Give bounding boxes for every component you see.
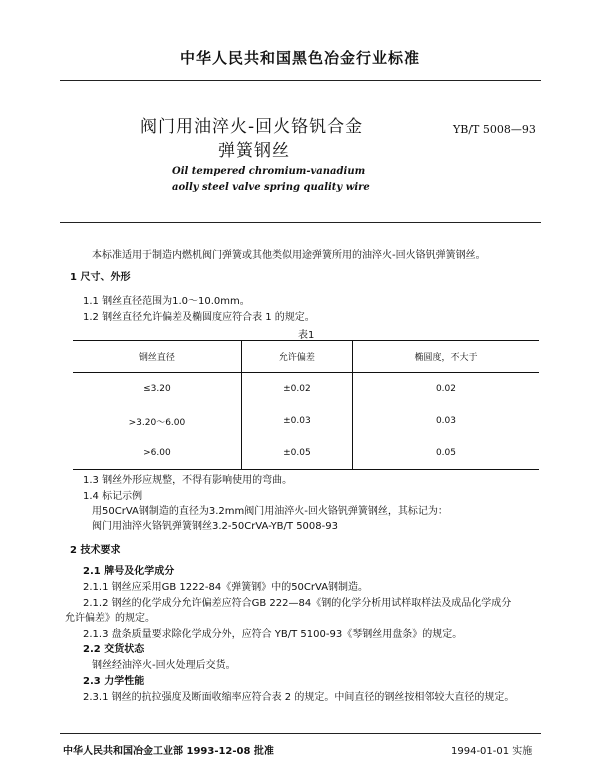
table-header-cell: 椭圆度，不大于 xyxy=(352,341,539,373)
table-cell: 0.02 xyxy=(352,373,539,406)
delivery-state-text: 钢丝经油淬火-回火处理后交货。 xyxy=(92,660,236,671)
table-row xyxy=(73,373,539,406)
table-cell: 0.05 xyxy=(352,437,539,470)
clause-1-2: 1.2 钢丝直径允许偏差及椭圆度应符合表 1 的规定。 xyxy=(83,312,315,323)
clause-1-4: 1.4 标记示例 xyxy=(83,491,143,502)
table-cell: ±0.03 xyxy=(241,405,352,437)
doc-title-line2: 弹簧钢丝 xyxy=(218,141,290,161)
marking-example-line1: 用50CrVA钢制造的直径为3.2mm阀门用油淬火-回火铬钒弹簧钢丝，其标记为： xyxy=(92,506,448,517)
clause-1-1: 1.1 钢丝直径范围为1.0～10.0mm。 xyxy=(83,296,250,307)
english-title-line1: Oil tempered chromium-vanadium xyxy=(172,166,366,177)
clause-1-3: 1.3 钢丝外形应规整，不得有影响使用的弯曲。 xyxy=(83,475,293,486)
table-cell: 0.03 xyxy=(352,405,539,437)
standard-header-title: 中华人民共和国黑色冶金行业标准 xyxy=(179,49,420,67)
clause-2-1: 2.1 牌号及化学成分 xyxy=(83,566,175,577)
marking-example-line2: 阀门用油淬火铬钒弹簧钢丝3.2-50CrVA-YB/T 5008-93 xyxy=(92,521,338,532)
table1-caption: 表1 xyxy=(298,330,315,341)
table-cell: ±0.05 xyxy=(241,437,352,470)
standard-code: YB/T 5008—93 xyxy=(453,123,536,136)
clause-2-2: 2.2 交货状态 xyxy=(83,644,145,655)
table-row xyxy=(73,405,539,437)
table-header-cell: 允许偏差 xyxy=(241,341,352,373)
title-divider xyxy=(60,222,541,223)
implementation-date: 1994-01-01 实施 xyxy=(451,746,533,757)
english-title-line2: aolly steel valve spring quality wire xyxy=(172,182,370,193)
footer-divider xyxy=(60,733,541,734)
table-header-row xyxy=(73,341,539,373)
table-1 xyxy=(73,340,539,470)
clause-2-3-1: 2.3.1 钢丝的抗拉强度及断面收缩率应符合表 2 的规定。中间直径的钢丝按相邻较大直径的规定。 xyxy=(83,692,515,703)
clause-2-1-3: 2.1.3 盘条质量要求除化学成分外，应符合 YB/T 5100-93《琴钢丝用盘条》的规定。 xyxy=(83,629,463,640)
approval-date: 中华人民共和国冶金工业部 1993-12-08 批准 xyxy=(63,746,274,757)
section2-heading: 2 技术要求 xyxy=(70,545,121,556)
table-cell: >3.20～6.00 xyxy=(128,417,186,428)
doc-title-line1: 阀门用油淬火-回火铬钒合金 xyxy=(140,117,364,137)
header-divider xyxy=(60,80,541,81)
table-cell: ≤3.20 xyxy=(143,384,171,394)
clause-2-1-2-cont: 允许偏差》的规定。 xyxy=(65,613,155,624)
clause-2-1-2: 2.1.2 钢丝的化学成分允许偏差应符合GB 222—84《钢的化学分析用试样取样法及成品化学成分 xyxy=(83,598,512,609)
table-row xyxy=(73,437,539,470)
section1-heading: 1 尺寸、外形 xyxy=(70,272,131,283)
clause-2-1-1: 2.1.1 钢丝应采用GB 1222-84《弹簧钢》中的50CrVA钢制造。 xyxy=(83,582,369,593)
clause-2-3: 2.3 力学性能 xyxy=(83,676,145,687)
table-cell: ±0.02 xyxy=(241,373,352,406)
table-cell: >6.00 xyxy=(73,437,241,470)
table-header-cell: 钢丝直径 xyxy=(73,341,241,373)
intro-paragraph: 本标准适用于制造内燃机阀门弹簧或其他类似用途弹簧所用的油淬火-回火铬钒弹簧钢丝。 xyxy=(92,250,486,261)
